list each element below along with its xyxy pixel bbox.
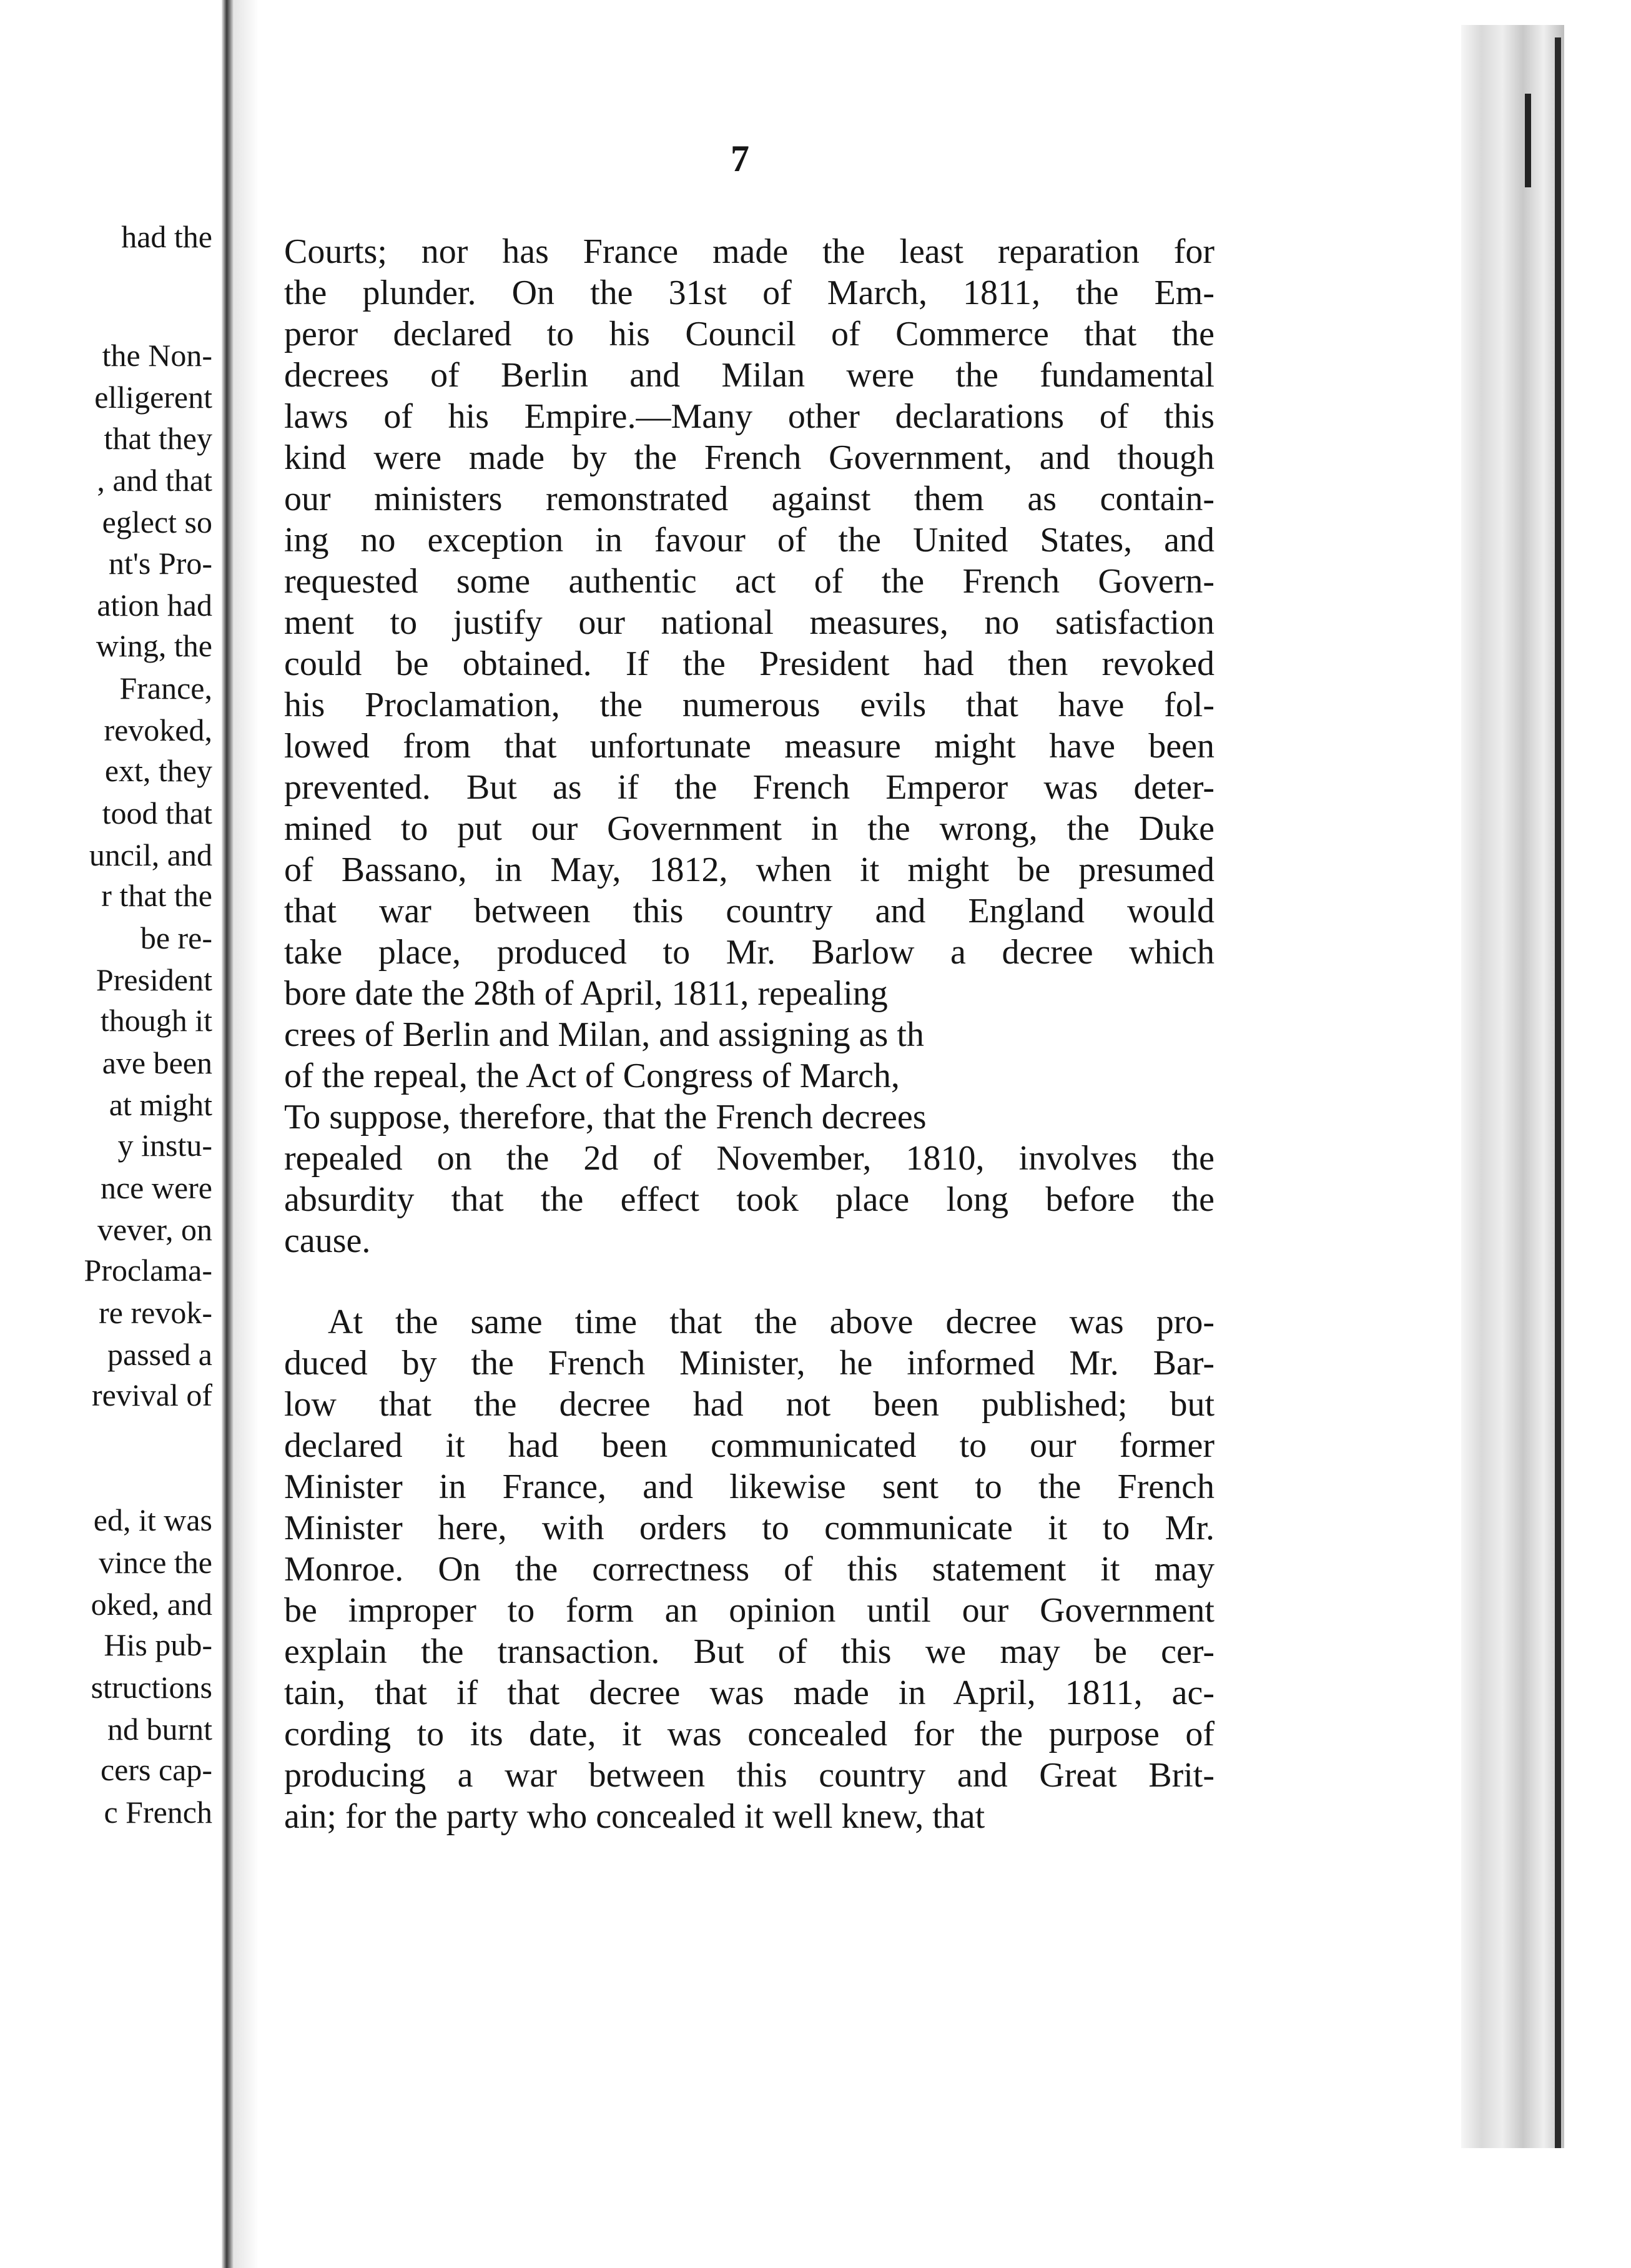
text-line: of the repeal, the Act of Congress of March, xyxy=(284,1057,900,1095)
left-page-line: vever, on xyxy=(97,1212,212,1247)
text-line: prevented. But as if the French Emperor was deter- xyxy=(284,768,1215,807)
right-border xyxy=(1555,37,1561,2148)
page-number: 7 xyxy=(731,138,749,179)
text-line: ing no exception in favour of the United States, and xyxy=(284,521,1215,560)
left-page-line: c French xyxy=(104,1795,212,1830)
text-line: absurdity that the effect took place long before the xyxy=(284,1180,1215,1219)
left-page-line: France, xyxy=(119,671,212,706)
book-gutter xyxy=(222,0,234,2268)
left-page-line: had the xyxy=(121,219,212,254)
left-page-line: ation had xyxy=(97,588,212,623)
text-line: At the same time that the above decree was pro- xyxy=(328,1303,1215,1341)
left-page-line: tood that xyxy=(102,796,212,831)
left-page-line: uncil, and xyxy=(89,837,212,872)
text-line: of Bassano, in May, 1812, when it might be presumed xyxy=(284,850,1215,889)
left-page-line: passed a xyxy=(107,1337,212,1372)
text-line: lowed from that unfortunate measure might have been xyxy=(284,727,1215,766)
text-line: bore date the 28th of April, 1811, repealing xyxy=(284,974,888,1013)
left-page-line: His pub- xyxy=(104,1627,212,1662)
page-body xyxy=(284,231,1215,1837)
text-line: repealed on the 2d of November, 1810, involves the xyxy=(284,1139,1215,1178)
left-page-line: eglect so xyxy=(102,505,212,540)
text-line: cause. xyxy=(284,1221,371,1260)
left-page-line: re revok- xyxy=(99,1295,212,1330)
text-line: our ministers remonstrated against them as contain- xyxy=(284,480,1215,518)
paragraph-2 xyxy=(284,1301,1215,1837)
left-page-line: Proclama- xyxy=(84,1253,212,1288)
page-edge-mark xyxy=(1525,94,1531,187)
text-line: that war between this country and England would xyxy=(284,892,1215,930)
left-page-line: be re- xyxy=(140,920,212,955)
text-line: the plunder. On the 31st of March, 1811, the Em- xyxy=(284,274,1215,312)
text-line: explain the transaction. But of this we may be cer- xyxy=(284,1632,1215,1671)
text-line: mined to put our Government in the wrong, the Duke xyxy=(284,809,1215,848)
left-page-line: revoked, xyxy=(104,712,212,747)
text-line: take place, produced to Mr. Barlow a decree which xyxy=(284,933,1215,972)
text-line: crees of Berlin and Milan, and assigning as th xyxy=(284,1015,924,1054)
left-page-line: vince the xyxy=(99,1545,212,1580)
page-edge-stack xyxy=(1461,25,1564,2148)
text-line: To suppose, therefore, that the French decrees xyxy=(284,1098,927,1136)
left-page-line: wing, the xyxy=(96,628,212,663)
text-line: ment to justify our national measures, no satisfaction xyxy=(284,603,1215,642)
left-page-line: revival of xyxy=(92,1378,212,1413)
text-line: cording to its date, it was concealed for the purpose of xyxy=(284,1715,1215,1753)
text-line: producing a war between this country and Great Brit- xyxy=(284,1756,1215,1795)
left-page-line: President xyxy=(96,962,212,997)
left-page-line: oked, and xyxy=(91,1587,212,1622)
left-page-line: y instu- xyxy=(117,1128,212,1163)
gutter-shadow xyxy=(234,0,259,2268)
left-page-line: that they xyxy=(104,421,212,456)
text-line: could be obtained. If the President had then revoked xyxy=(284,644,1215,683)
left-page-line: structions xyxy=(91,1670,212,1705)
left-page-line: , and that xyxy=(97,463,212,498)
left-page-line: ext, they xyxy=(104,753,212,788)
left-page-line: elligerent xyxy=(94,380,212,415)
left-page-line: nce were xyxy=(100,1170,212,1205)
left-page-line: nd burnt xyxy=(107,1712,212,1747)
left-page-line: cers cap- xyxy=(100,1752,212,1787)
left-page-line: nt's Pro- xyxy=(109,546,212,581)
text-line: declared it had been communicated to our former xyxy=(284,1426,1215,1465)
text-line: Monroe. On the correctness of this statement it may xyxy=(284,1550,1215,1589)
text-line: kind were made by the French Government, and though xyxy=(284,438,1215,477)
text-line: Courts; nor has France made the least reparation for xyxy=(284,232,1215,271)
text-line: tain, that if that decree was made in April, 1811, ac- xyxy=(284,1674,1215,1712)
text-line: decrees of Berlin and Milan were the fundamental xyxy=(284,356,1215,395)
text-line: duced by the French Minister, he informed Mr. Bar- xyxy=(284,1344,1215,1383)
left-page-line: the Non- xyxy=(102,338,212,373)
text-line: low that the decree had not been published; but xyxy=(284,1385,1215,1424)
paragraph-1 xyxy=(284,231,1215,1261)
text-line: Minister in France, and likewise sent to the French xyxy=(284,1467,1215,1506)
text-line: his Proclamation, the numerous evils that have fol- xyxy=(284,686,1215,724)
text-line: peror declared to his Council of Commerce that the xyxy=(284,315,1215,353)
text-line: laws of his Empire.—Many other declarations of this xyxy=(284,397,1215,436)
text-line: Minister here, with orders to communicate it to Mr. xyxy=(284,1509,1215,1547)
left-page-line: at might xyxy=(109,1087,212,1122)
text-line: be improper to form an opinion until our Government xyxy=(284,1591,1215,1630)
left-page-line: ed, it was xyxy=(93,1502,212,1537)
text-line: requested some authentic act of the French Govern- xyxy=(284,562,1215,601)
left-page-line: though it xyxy=(100,1003,212,1038)
left-page-line: ave been xyxy=(102,1045,212,1080)
text-line: ain; for the party who concealed it well knew, that xyxy=(284,1797,985,1836)
left-page-line: r that the xyxy=(101,878,212,913)
